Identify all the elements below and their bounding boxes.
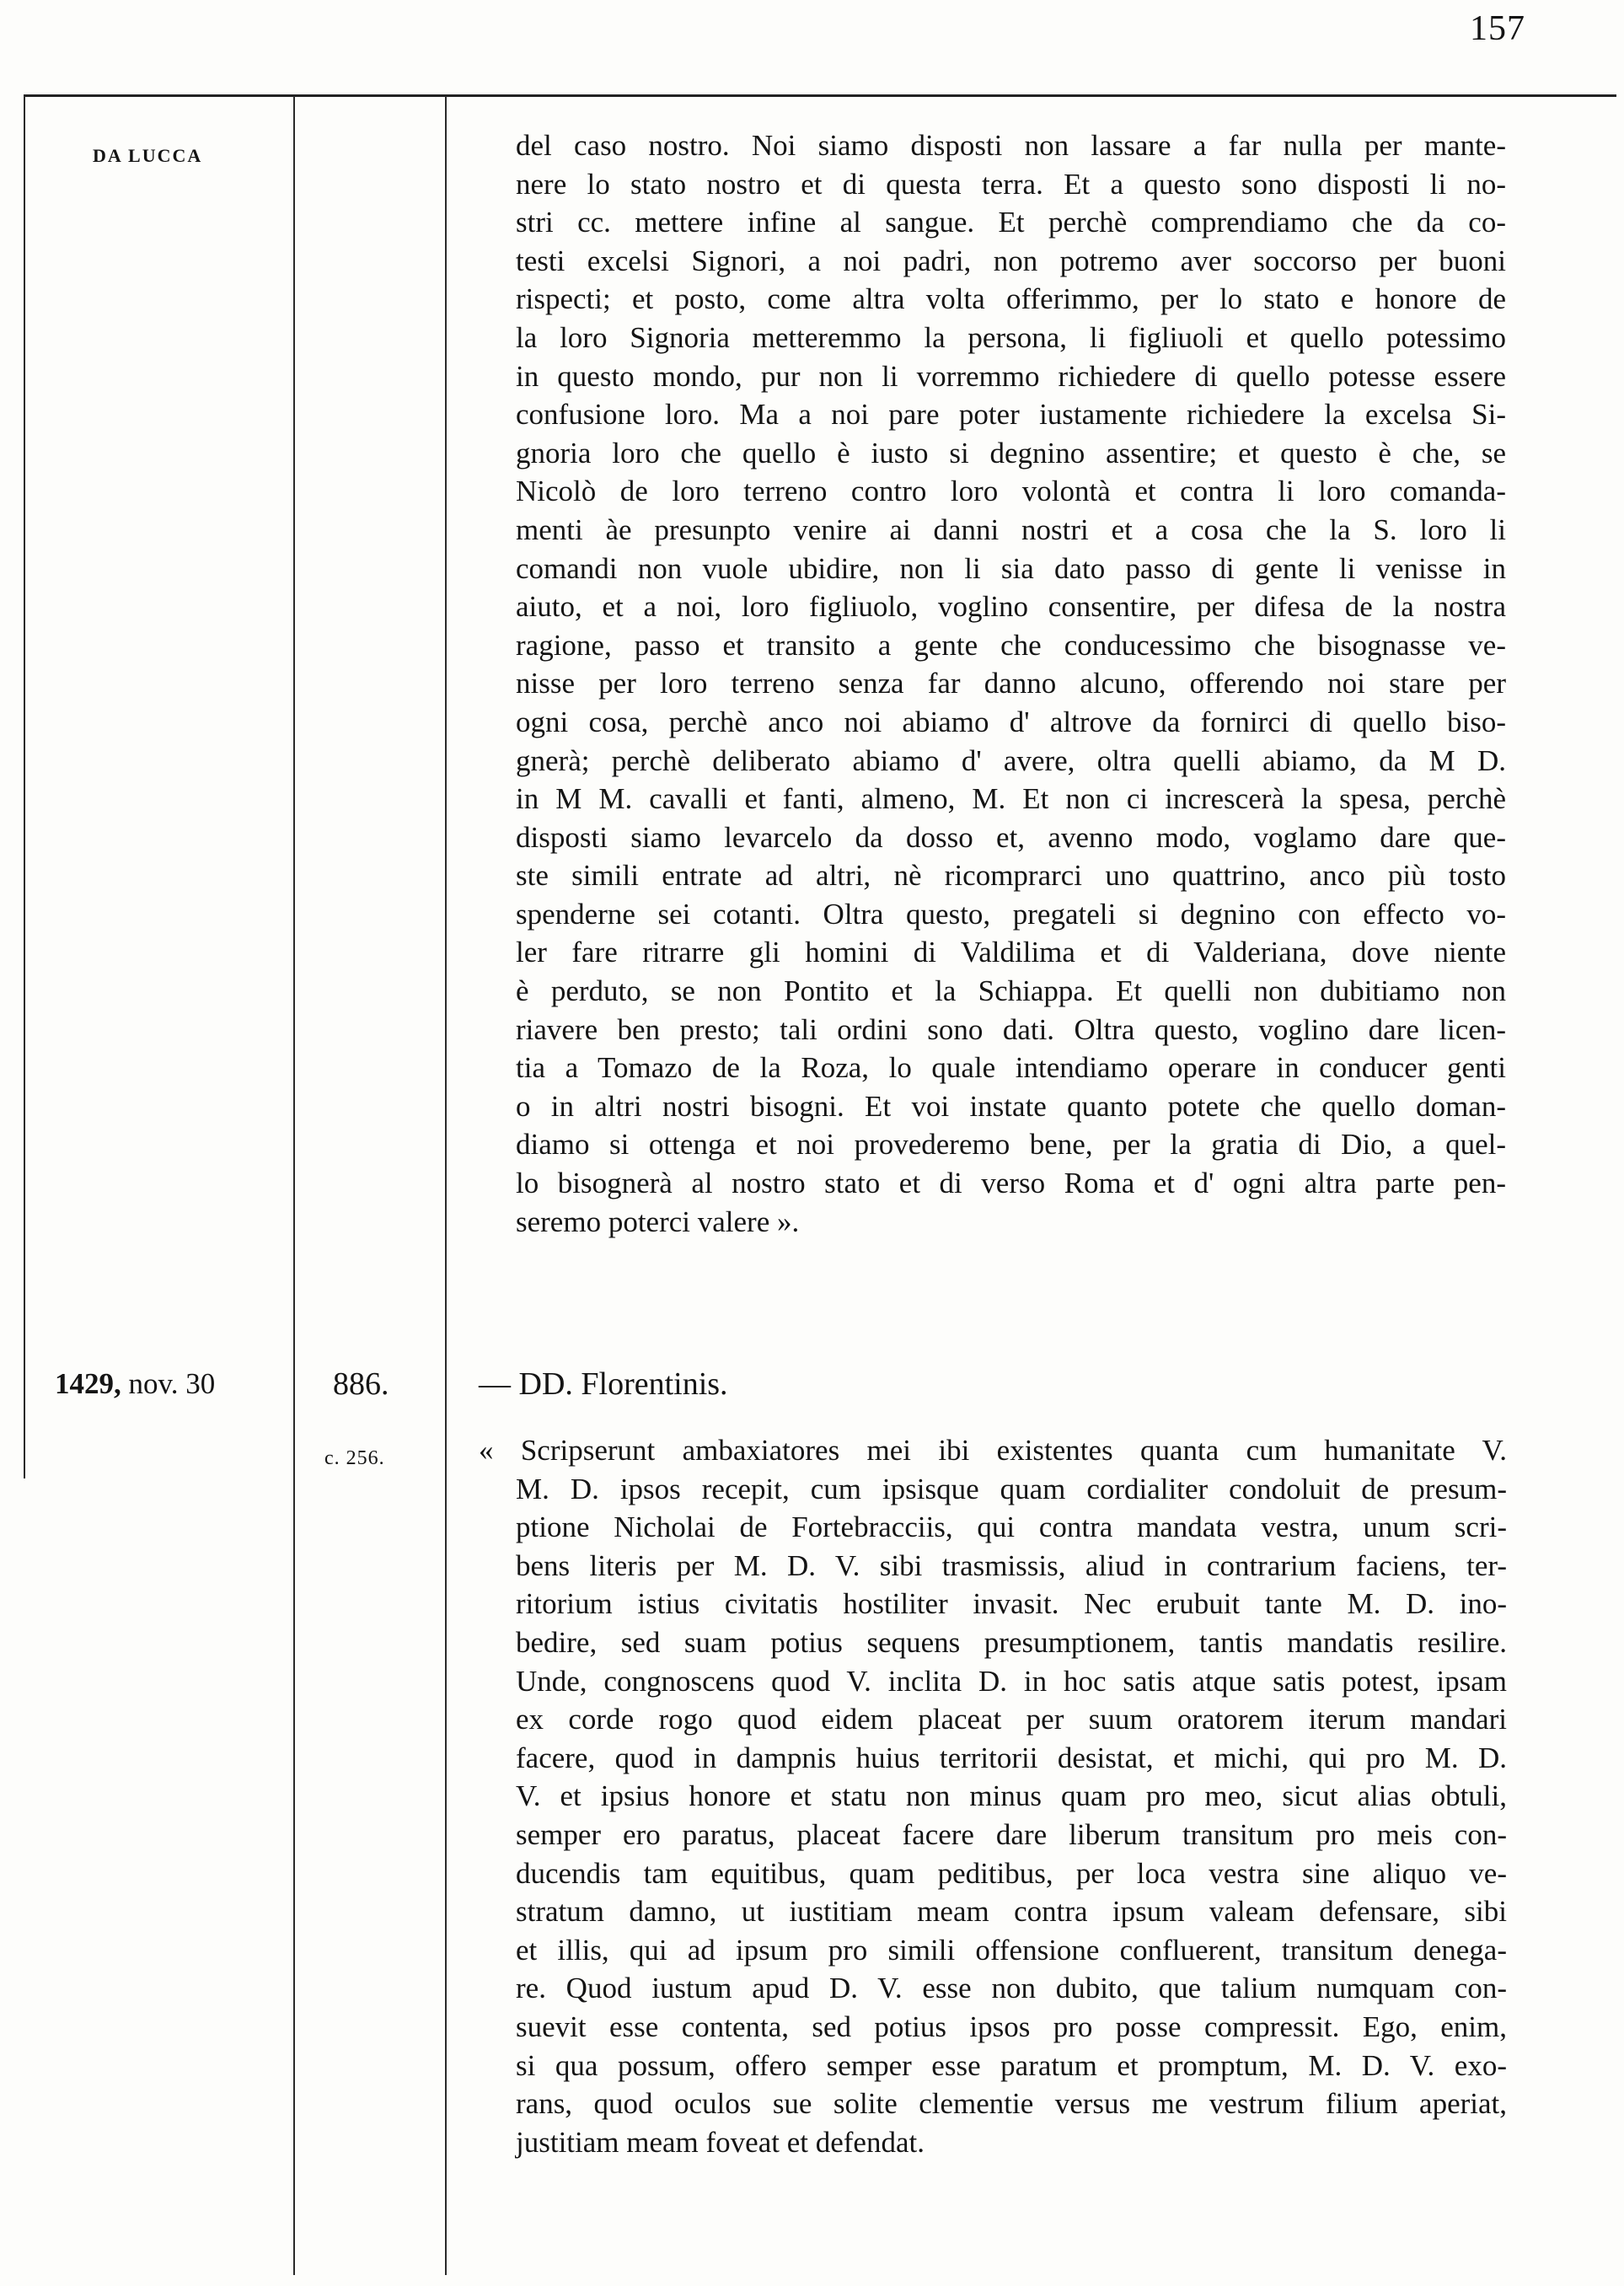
folio-reference: c. 256. [324,1447,385,1469]
text-line: stri cc. mettere infine al sangue. Et perchè comprendiamo che da co- [516,206,1506,239]
text-line: bens literis per M. D. V. sibi trasmissis, aliud in contrarium faciens, ter- [516,1548,1507,1582]
text-line: la loro Signoria metteremmo la persona, li figliuoli et quello potessimo [516,320,1506,354]
letter-1-text [516,126,1506,1241]
entry-day: nov. 30 [128,1367,216,1400]
text-line: ex corde rogo quod eidem placeat per suum oratorem iterum mandari [516,1703,1507,1736]
text-line: in M M. cavalli et fanti, almeno, M. Et non ci increscerà la spesa, perchè [516,782,1506,816]
text-line: ducendis tam equitibus, quam peditibus, per loca vestra sine aliquo ve- [516,1856,1507,1890]
text-line: comandi non vuole ubidire, non li sia dato passo di gente li venisse in [516,551,1506,585]
text-line: gnoria loro che quello è iusto si degnino assentire; et questo è che, se [516,436,1506,470]
text-line: nere lo stato nostro et di questa terra. Et a questo sono disposti li no- [516,167,1506,201]
entry-date [55,1367,215,1401]
text-line: tia a Tomazo de la Roza, lo quale intendiamo operare in conducer genti [516,1051,1506,1085]
text-line: testi excelsi Signori, a noi padri, non potremo aver soccorso per buoni [516,244,1506,277]
text-line: ogni cosa, perchè anco noi abiamo d' altrove da fornirci di quello biso- [516,705,1506,738]
text-line: Nicolò de loro terreno contro loro volontà et contra li loro comanda- [516,475,1506,508]
text-line: ragione, passo et transito a gente che conducessimo che bisognasse ve- [516,628,1506,662]
text-line: è perduto, se non Pontito et la Schiappa. Et quelli non dubitiamo non [516,974,1506,1008]
text-line: confusione loro. Ma a noi pare poter iustamente richiedere la excelsa Si- [516,398,1506,432]
text-line: « Scripserunt ambaxiatores mei ibi existentes quanta cum humanitate V. [479,1434,1507,1467]
text-line: in questo mondo, pur non li vorremmo richiedere di quello potesse essere [516,359,1506,393]
text-line: del caso nostro. Noi siamo disposti non lassare a far nulla per mante- [516,129,1506,162]
text-line: aiuto, et a noi, loro figliuolo, voglino consentire, per difesa de la nostra [516,590,1506,624]
text-line: bedire, sed suam potius sequens presumptionem, tantis mandatis resilire. [516,1625,1507,1659]
top-rule [24,94,1616,97]
text-line: rispecti; et posto, come altra volta offerimmo, per lo stato e honore de [516,282,1506,316]
entry-year: 1429, [55,1367,121,1400]
text-line: suevit esse contenta, sed potius ipsos pro posse compressit. Ego, enim, [516,2010,1507,2043]
text-line: rans, quod oculos sue solite clementie versus me vestrum filium aperiat, [516,2087,1507,2121]
page-number: 157 [1470,9,1525,48]
text-line: spenderne sei cotanti. Oltra questo, pregateli si degnino con effecto vo- [516,897,1506,931]
text-line: si qua possum, offero semper esse paratum et promptum, M. D. V. exo- [516,2048,1507,2082]
column-rule-left [24,96,25,1478]
text-line: riavere ben presto; tali ordini sono dati. Oltra questo, voglino dare licen- [516,1012,1506,1046]
text-line: gnerà; perchè deliberato abiamo d' avere, oltra quelli abiamo, da M D. [516,743,1506,777]
text-line: justitiam meam foveat et defendat. [516,2125,925,2159]
entry-number: 886. [333,1366,389,1402]
margin-label-sender: DA LUCCA [93,145,203,166]
text-line: semper ero paratus, placeat facere dare liberum transitum pro meis con- [516,1817,1507,1851]
text-line: ler fare ritrarre gli homini di Valdilima et di Valderiana, dove niente [516,936,1506,969]
text-line: disposti siamo levarcelo da dosso et, avenno modo, voglamo dare que- [516,820,1506,854]
column-rule-right [445,96,447,2275]
text-line: nisse per loro terreno senza far danno alcuno, offerendo noi stare per [516,667,1506,700]
text-line: ste simili entrate ad altri, nè ricomprarci uno quattrino, anco più tosto [516,859,1506,893]
text-line: ptione Nicholai de Fortebracciis, qui contra mandata vestra, unum scri- [516,1511,1507,1544]
text-line: o in altri nostri bisogni. Et voi instate quanto potete che quello doman- [516,1089,1506,1123]
text-line: lo bisognerà al nostro stato et di verso Roma et d' ogni altra parte pen- [516,1167,1506,1200]
text-line: ritorium istius civitatis hostiliter invasit. Nec erubuit tante M. D. ino- [516,1587,1507,1621]
text-line: stratum damno, ut iustitiam meam contra ipsum valeam defensare, sibi [516,1895,1507,1929]
column-rule-middle [293,96,295,2275]
text-line: et illis, qui ad ipsum pro simili offensione confluerent, transitum denega- [516,1933,1507,1967]
text-line: re. Quod iustum apud D. V. esse non dubito, que talium numquam con- [516,1972,1507,2005]
text-line: diamo si ottenga et noi provederemo bene, per la gratia di Dio, a quel- [516,1128,1506,1162]
text-line: M. D. ipsos recepit, cum ipsisque quam cordialiter condoluit de presum- [516,1472,1507,1505]
text-line: menti àe presunpto venire ai danni nostri et a cosa che la S. loro li [516,512,1506,546]
entry-title: — DD. Florentinis. [479,1366,728,1402]
text-line: seremo poterci valere ». [516,1205,800,1238]
text-line: V. et ipsius honore et statu non minus quam pro meo, sicut alias obtuli, [516,1779,1507,1813]
entry-886-text [479,1431,1507,2161]
text-line: facere, quod in dampnis huius territorii desistat, et michi, qui pro M. D. [516,1741,1507,1774]
text-line: Unde, congnoscens quod V. inclita D. in hoc satis atque satis potest, ipsam [516,1664,1507,1698]
